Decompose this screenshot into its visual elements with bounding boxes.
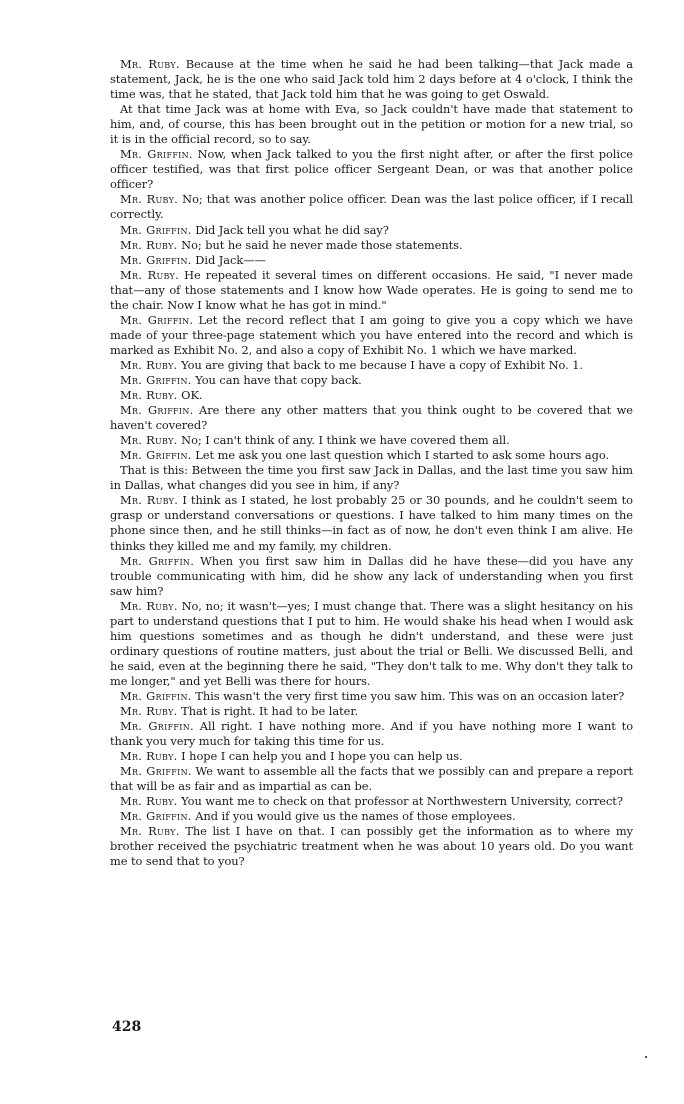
speaker-label: Mr. Griffin. xyxy=(120,372,192,387)
speaker-label: Mr. Ruby. xyxy=(120,749,178,764)
speaker-label: Mr. Griffin. xyxy=(120,764,192,779)
paragraph-text: All right. I have nothing more. And if you have nothing more I want to thank you very much for taking this time for us. xyxy=(110,719,633,749)
speaker-label: Mr. Ruby. xyxy=(120,704,178,719)
paragraph-text: No; that was another police officer. Dean was the last police officer, if I recall correctly. xyxy=(110,192,633,222)
transcript-paragraph xyxy=(110,749,633,764)
paragraph-text: No, no; it wasn't—yes; I must change that. There was a slight hesitancy on his part to understand questions that I put to him. He would shake his head when I would ask him questions sometimes and as though he didn't understand, and these were just ordinary questions of routine matters, just about the trial or Belli. We discussed Belli, and he said, even at the beginning there he said, "They don't talk to me. Why don't they talk to me longer," and yet Belli was there for hours. xyxy=(110,598,633,688)
speaker-label: Mr. Ruby. xyxy=(120,824,180,839)
paragraph-text: We want to assemble all the facts that we possibly can and prepare a report that will be as fair and as impartial as can be. xyxy=(110,764,634,794)
transcript-paragraph xyxy=(110,448,633,463)
transcript-paragraph xyxy=(110,554,633,599)
speaker-label: Mr. Ruby. xyxy=(120,794,178,809)
paragraph-text: That is right. It had to be later. xyxy=(177,704,359,719)
paragraph-text: No; but he said he never made those statements. xyxy=(177,237,463,252)
paragraph-text: And if you would give us the names of those employees. xyxy=(191,809,516,824)
speaker-label: Mr. Ruby. xyxy=(120,267,180,282)
paragraph-text: At that time Jack was at home with Eva, so Jack couldn't have made that statement to him, and, of course, this has been brought out in the petition or motion for a new trial, so it is in the official record, so to say. xyxy=(110,102,633,147)
paragraph-text: The list I have on that. I can possibly get the information as to where my brother received the psychiatric treatment when he was about 10 years old. Do you want me to send that to you? xyxy=(110,824,633,869)
paragraph-text: I think as I stated, he lost probably 25 or 30 pounds, and he couldn't seem to grasp or understand conversations or questions. I have talked to him many times on the phone since then, and he still thinks—in fact as of now, he don't even think I am alive. He thinks they killed me and my family, my children. xyxy=(110,493,633,553)
paragraph-text: Did Jack tell you what he did say? xyxy=(191,222,389,237)
speaker-label: Mr. Griffin. xyxy=(120,688,192,703)
paragraph-text: That is this: Between the time you first saw Jack in Dallas, and the last time you saw him in Dallas, what changes did you see in him, if any? xyxy=(110,463,633,493)
transcript-paragraph xyxy=(110,433,633,448)
transcript-paragraph xyxy=(110,102,633,147)
scan-speck xyxy=(645,1056,647,1058)
speaker-label: Mr. Griffin. xyxy=(120,809,192,824)
transcript-paragraph xyxy=(110,599,633,689)
paragraph-text: When you first saw him in Dallas did he have these—did you have any trouble communicating with him, did he show any lack of understanding when you first saw him? xyxy=(110,553,633,598)
transcript-body xyxy=(110,57,633,870)
paragraph-text: You are giving that back to me because I have a copy of Exhibit No. 1. xyxy=(177,357,584,372)
transcript-paragraph xyxy=(110,147,633,192)
speaker-label: Mr. Griffin. xyxy=(120,403,194,418)
transcript-paragraph xyxy=(110,689,633,704)
speaker-label: Mr. Griffin. xyxy=(120,312,194,327)
speaker-label: Mr. Ruby. xyxy=(120,192,179,207)
paragraph-text: Let the record reflect that I am going to give you a copy which we have made of your three-page statement which you have entered into the record and which is marked as Exhibit No. 2, and also a copy of Exhibit No. 1 which we have marked. xyxy=(110,312,634,357)
speaker-label: Mr. Griffin. xyxy=(120,448,192,463)
paragraph-text: OK. xyxy=(177,388,203,403)
paragraph-text: This wasn't the very first time you saw him. This was on an occasion later? xyxy=(191,688,625,703)
paragraph-text: Did Jack—— xyxy=(191,252,266,267)
paragraph-text: You can have that copy back. xyxy=(191,372,362,387)
transcript-paragraph xyxy=(110,764,633,794)
speaker-label: Mr. Griffin. xyxy=(120,252,192,267)
paragraph-text: You want me to check on that professor at Northwestern University, correct? xyxy=(177,794,623,809)
transcript-paragraph xyxy=(110,313,633,358)
speaker-label: Mr. Ruby. xyxy=(120,493,179,508)
transcript-paragraph xyxy=(110,463,633,493)
transcript-paragraph xyxy=(110,57,633,102)
page-number: 428 xyxy=(112,1019,142,1035)
speaker-label: Mr. Griffin. xyxy=(120,553,195,568)
speaker-label: Mr. Ruby. xyxy=(120,433,178,448)
transcript-paragraph xyxy=(110,223,633,238)
transcript-paragraph xyxy=(110,192,633,222)
transcript-paragraph xyxy=(110,704,633,719)
paragraph-text: Are there any other matters that you think ought to be covered that we haven't covered? xyxy=(110,403,633,433)
speaker-label: Mr. Ruby. xyxy=(120,388,178,403)
paragraph-text: He repeated it several times on different occasions. He said, "I never made that—any of those statements and I know how Wade operates. He is going to send me to the chair. Now I know what he has got in mind." xyxy=(110,267,634,312)
transcript-paragraph xyxy=(110,238,633,253)
paragraph-text: Now, when Jack talked to you the first night after, or after the first police officer testified, was that first police officer Sergeant Dean, or was that another police officer? xyxy=(110,147,633,192)
transcript-paragraph xyxy=(110,403,633,433)
speaker-label: Mr. Griffin. xyxy=(120,222,192,237)
transcript-paragraph xyxy=(110,253,633,268)
paragraph-text: I hope I can help you and I hope you can help us. xyxy=(177,749,463,764)
transcript-paragraph xyxy=(110,388,633,403)
transcript-paragraph xyxy=(110,373,633,388)
paragraph-text: Because at the time when he said he had been talking—that Jack made a statement, Jack, he is the one who said Jack told him 2 days before at 4 o'clock, I think the time was, that he stated, that Jack told him that he was going to get Oswald. xyxy=(110,57,633,102)
transcript-paragraph xyxy=(110,268,633,313)
speaker-label: Mr. Ruby. xyxy=(120,237,178,252)
transcript-paragraph xyxy=(110,794,633,809)
speaker-label: Mr. Ruby. xyxy=(120,598,178,613)
speaker-label: Mr. Griffin. xyxy=(120,719,194,734)
paragraph-text: Let me ask you one last question which I started to ask some hours ago. xyxy=(191,448,610,463)
transcript-paragraph xyxy=(110,493,633,553)
paragraph-text: No; I can't think of any. I think we have covered them all. xyxy=(177,433,510,448)
transcript-paragraph xyxy=(110,809,633,824)
transcript-paragraph xyxy=(110,358,633,373)
speaker-label: Mr. Griffin. xyxy=(120,147,193,162)
speaker-label: Mr. Ruby. xyxy=(120,57,180,71)
transcript-paragraph xyxy=(110,719,633,749)
speaker-label: Mr. Ruby. xyxy=(120,357,178,372)
transcript-paragraph xyxy=(110,824,633,869)
